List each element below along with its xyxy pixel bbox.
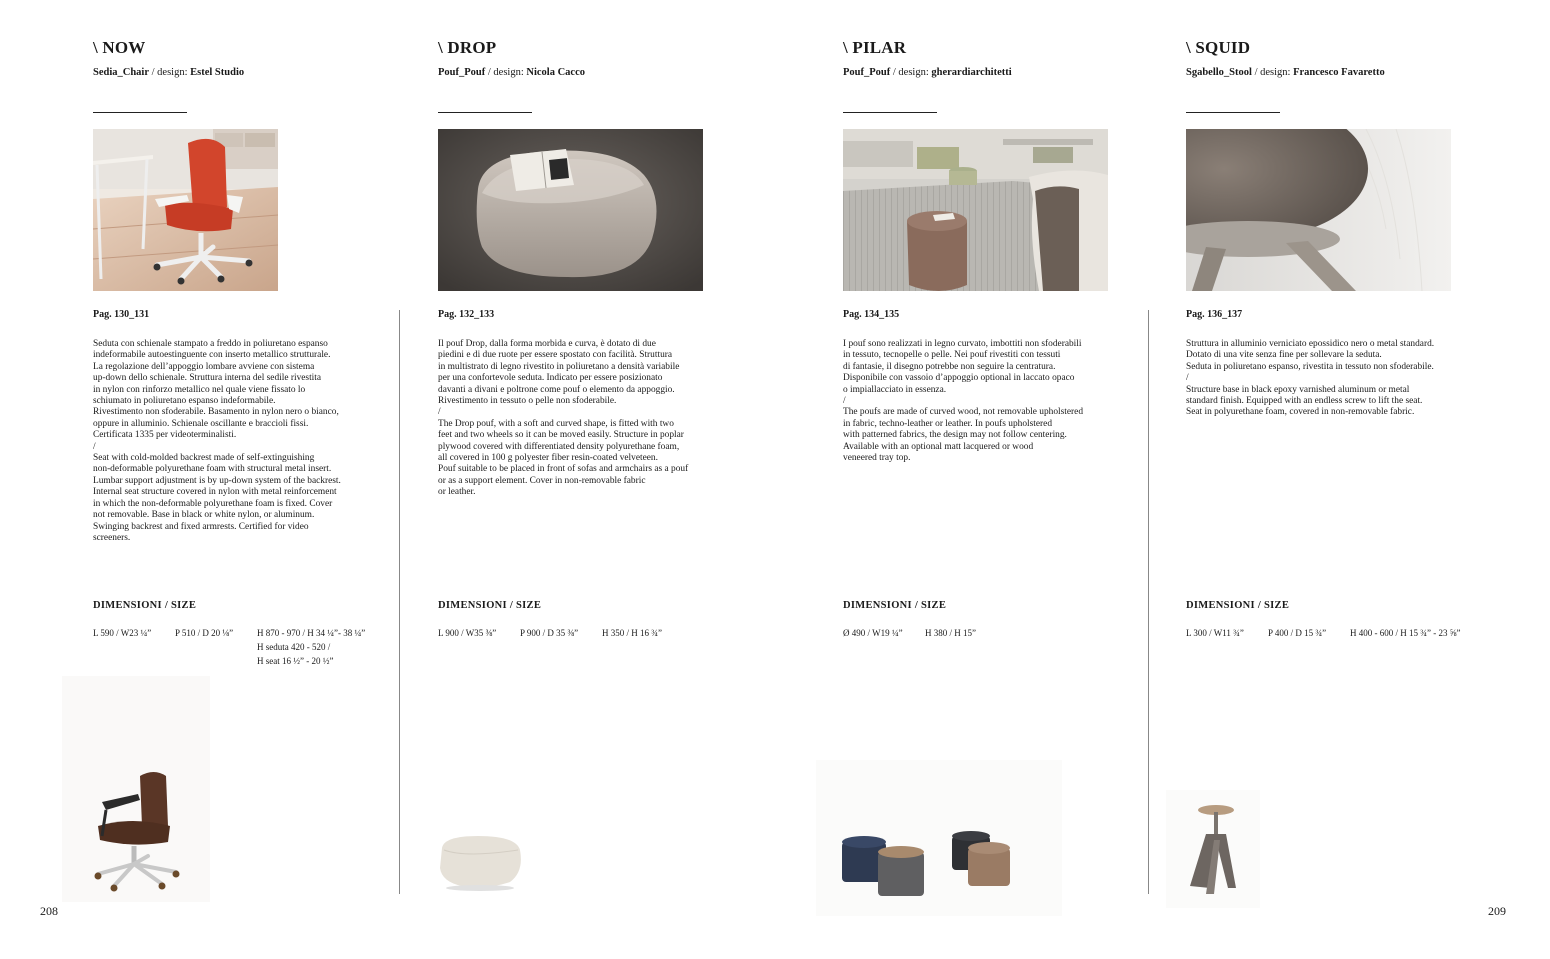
product-description: I pouf sono realizzati in legno curvato, imbottiti non sfoderabili in tessuto, tecnopelle o pelle. Nei pouf rivestiti con tessuti di fantasie, il disegno potrebbe non seguire la centratura. Disponibile con vassoio d’appoggio optional in laccato opaco o impiallacciato in essenza. / The poufs are made of curved wood, not removable upholstered in fabric, techno-leather or leather. In poufs upholstered with patterned fabrics, the design may not follow centering. Available with an optional matt lacquered or wood veneered tray top. [843,339,1084,464]
dimension-depth: P 900 / D 35 ⅜” [520,628,579,638]
product-description: Il pouf Drop, dalla forma morbida e curva, è dotato di due piedini e di due ruote per essere spostato con facilità. Struttura in multistrato di legno rivestito in poliuretano a densità variabile per una confortevole seduta. Indicato per essere posizionato davanti a divani e poltrone come pouf o elemento da appoggio. Rivestimento in tessuto o pelle non sfoderabile. / The Drop pouf, with a soft and curved shape, is fitted with two feet and two wheels so it can be moved easily. Structure in poplar plywood covered with differentiated density polyurethane foam, all covered in 100 g polyester fiber resin-coated velveteen. Pouf suitable to be placed in front of sofas and armchairs as a pouf or as a support element. Cover in non-removable fabric or leather. [438,339,689,498]
product-column-drop [438,0,728,959]
dimension-depth: P 400 / D 15 ¾” [1268,628,1327,638]
title-rule [843,112,937,113]
design-label: / design: [1251,67,1294,78]
dimension-seat-height: H seduta 420 - 520 / [257,642,331,652]
dimensions-heading: DIMENSIONI / SIZE [93,600,197,611]
page-reference: Pag. 132_133 [438,309,495,320]
dimension-diameter: Ø 490 / W19 ¼” [843,628,903,638]
dimension-width: L 300 / W11 ¾” [1186,628,1244,638]
page-number-left: 208 [40,904,58,918]
product-cutout-now [62,676,210,902]
dimension-depth: P 510 / D 20 ⅛” [175,628,234,638]
product-title: \ NOW [93,38,146,57]
page-reference: Pag. 130_131 [93,309,150,320]
dimension-height: H 350 / H 16 ¾” [602,628,662,638]
product-photo-now [93,129,278,291]
product-subtitle [93,67,244,78]
title-rule [438,112,532,113]
product-description: Seduta con schienale stampato a freddo in poliuretano espanso indeformabile autoestinguente con inserto metallico strutturale. La regolazione dell’appoggio lombare avviene con sistema up-down dello schienale. Struttura interna del sedile rivestita in nylon con rinforzo metallico nel quale viene fissato lo schiumato in poliuretano espanso indeformabile. Rivestimento non sfoderabile. Basamento in nylon nero o bianco, oppure in alluminio. Schienale oscillante e braccioli fissi. Certificata 1335 per videoterminalisti. / Seat with cold-molded backrest made of self-extinguishing non-deformable polyurethane foam with structural metal insert. Lumbar support adjustment is by up-down system of the backrest. Internal seat structure covered in nylon with metal reinforcement in which the non-deformable polyurethane foam is fixed. Cover not removable. Base in black or white nylon, or aluminum. Swinging backrest and fixed armrests. Certified for video screeners. [93,339,341,543]
product-type: Sgabello_Stool [1186,67,1252,78]
product-cutout-squid [1166,790,1260,908]
title-rule [1186,112,1280,113]
dimension-seat-height-imperial: H seat 16 ½” - 20 ½” [257,656,334,666]
page-reference: Pag. 134_135 [843,309,900,320]
column-divider [399,310,400,894]
dimension-width: L 590 / W23 ¼” [93,628,152,638]
column-divider [1148,310,1149,894]
product-subtitle [843,67,1012,78]
designer-name: Nicola Cacco [526,67,585,78]
dimensions-heading: DIMENSIONI / SIZE [438,600,542,611]
product-title: \ SQUID [1186,38,1251,57]
product-type: Pouf_Pouf [438,67,486,78]
dimension-width: L 900 / W35 ⅜” [438,628,497,638]
product-photo-pilar [843,129,1108,291]
product-subtitle [1186,67,1385,78]
product-description: Struttura in alluminio verniciato epossidico nero o metal standard. Dotato di una vite senza fine per sollevare la seduta. Seduta in poliuretano espanso, rivestita in tessuto non sfoderabile. / Structure base in black epoxy varnished aluminum or metal standard finish. Equipped with an endless screw to lift the seat. Seat in polyurethane foam, covered in non-removable fabric. [1186,339,1435,418]
product-title: \ PILAR [843,38,907,57]
page-number-right: 209 [1488,904,1506,918]
product-photo-drop [438,129,703,291]
product-type: Sedia_Chair [93,67,150,78]
product-cutout-drop [436,828,526,892]
dimensions-heading: DIMENSIONI / SIZE [1186,600,1290,611]
dimension-height: H 380 / H 15” [925,628,976,638]
product-title: \ DROP [438,38,497,57]
design-label: / design: [485,67,527,78]
product-subtitle [438,67,585,78]
product-photo-squid [1186,129,1451,291]
product-cutout-pilar [816,760,1062,916]
product-type: Pouf_Pouf [843,67,891,78]
designer-name: Estel Studio [190,67,245,78]
design-label: / design: [149,67,191,78]
dimension-height: H 870 - 970 / H 34 ¼”- 38 ¼” [257,628,366,638]
dimensions-heading: DIMENSIONI / SIZE [843,600,947,611]
designer-name: Francesco Favaretto [1293,67,1385,78]
title-rule [93,112,187,113]
dimension-height: H 400 - 600 / H 15 ¾” - 23 ⅝” [1350,628,1461,638]
designer-name: gherardiarchitetti [931,67,1012,78]
design-label: / design: [890,67,932,78]
page-reference: Pag. 136_137 [1186,309,1243,320]
